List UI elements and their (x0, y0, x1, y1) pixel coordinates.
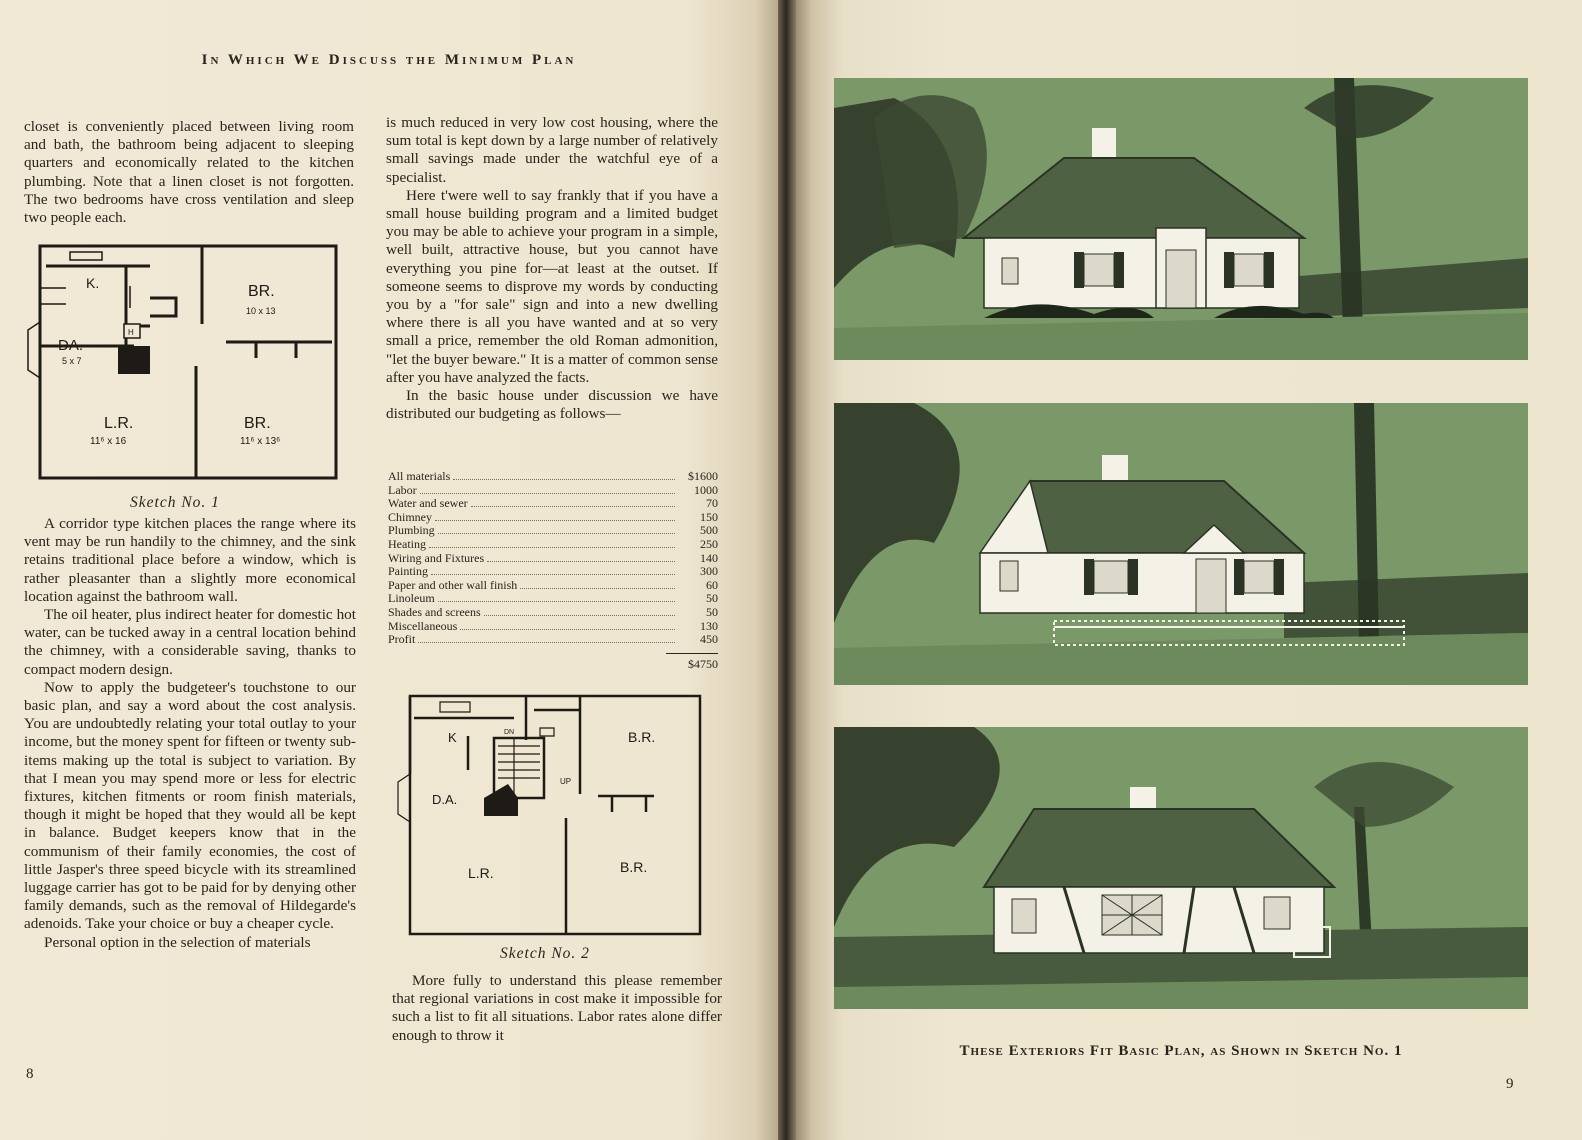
budget-item-amount: 60 (706, 577, 718, 592)
leader-dots (435, 520, 675, 521)
plan2-label-bedroom-1: B.R. (628, 729, 656, 745)
budget-total: $4750 (688, 656, 718, 671)
leader-dots (438, 601, 675, 602)
text-column-right-bottom (392, 972, 722, 1045)
text-column-right-top (386, 114, 718, 423)
budget-item-amount: 300 (700, 564, 718, 579)
sketch-2-caption: Sketch No. 2 (500, 945, 590, 962)
plan1-dim-living: 11⁶ x 16 (90, 436, 127, 447)
paragraph: A corridor type kitchen places the range where its vent may be run handily to the chimney, and the sink retains traditional place before a window, which is rather pleasanter than a slightly more economical location against the bathroom wall. (24, 515, 356, 605)
plan1-label-heater: H (128, 328, 134, 337)
leader-dots (460, 629, 675, 630)
total-rule (666, 653, 718, 654)
paragraph: More fully to understand this please remember that regional variations in cost make it impossible for such a list to fit all situations. Labor rates alone differ enough to throw it (392, 972, 722, 1044)
budget-row (388, 552, 718, 566)
budget-item-label: All materials (388, 469, 451, 483)
leader-dots (418, 642, 675, 643)
running-head: In Which We Discuss the Minimum Plan (201, 52, 577, 68)
budget-item-amount: 140 (700, 550, 718, 565)
budget-row (388, 620, 718, 634)
budget-item-label: Profit (388, 632, 416, 647)
paragraph: In the basic house under discussion we have distributed our budgeting as follows— (386, 387, 718, 423)
budget-item-amount: $1600 (688, 469, 718, 483)
plan2-label-living: L.R. (468, 865, 494, 881)
budget-item-label: Painting (388, 564, 429, 579)
budget-row (388, 470, 718, 484)
left-page (0, 0, 778, 1140)
budget-item-label: Plumbing (388, 523, 435, 538)
text-column-left-top (24, 118, 354, 227)
budget-item-label: Linoleum (388, 591, 435, 606)
budget-item-amount: 70 (706, 496, 718, 511)
plan1-dim-dining: 5 x 7 (62, 356, 82, 366)
plan1-label-dining: DA. (58, 337, 84, 354)
leader-dots (471, 506, 675, 507)
budget-item-label: Miscellaneous (388, 618, 458, 633)
floor-plan-sketch-1 (26, 238, 346, 488)
budget-item-label: Chimney (388, 509, 432, 524)
budget-item-label: Wiring and Fixtures (388, 550, 485, 565)
plan1-dim-bedroom-2: 11⁶ x 13⁶ (240, 436, 281, 447)
budget-item-label: Labor (388, 482, 417, 497)
budget-row (388, 484, 718, 498)
floor-plan-sketch-2 (394, 690, 714, 940)
plan1-dim-bedroom-1: 10 x 13 (246, 306, 276, 316)
plate-caption: These Exteriors Fit Basic Plan, as Shown in Sketch No. 1 (959, 1043, 1403, 1059)
paragraph: Personal option in the selection of materials (44, 933, 311, 951)
plan1-label-kitchen: K. (86, 275, 100, 291)
budget-item-amount: 150 (700, 509, 718, 524)
text-column-left-bottom (24, 515, 356, 952)
book-gutter (778, 0, 796, 1140)
budget-row (388, 592, 718, 606)
paragraph: Here t'were well to say frankly that if you have a small house building program and a limited budget you may be able to achieve your program in a simple, well built, attractive house, but you cannot have everything you pine for—at least at the outset. If someone seems to disprove my words by conducting you by a "for sale" sign and into a new dwelling where there is all you have wanted and at so very small a price, remember the old Roman admonition, "let the buyer beware." It is a matter of common sense after you have analyzed the facts. (386, 186, 718, 386)
budget-item-amount: 1000 (694, 482, 718, 497)
plan2-label-kitchen: K (448, 730, 457, 745)
paragraph: The oil heater, plus indirect heater for domestic hot water, can be tucked away in a central location behind the chimney, with a considerable saving, thanks to compact modern design. (24, 606, 356, 678)
budget-row (388, 511, 718, 525)
budget-row (388, 579, 718, 593)
paragraph: closet is conveniently placed between living room and bath, the bathroom being adjacent to sleeping quarters and economically related to the kitchen plumbing. Note that a linen closet is not forgotten. The two bedrooms have cross ventilation and sleep two people each. (24, 118, 354, 227)
budget-item-label: Shades and screens (388, 604, 481, 619)
house-illustration-2 (834, 403, 1528, 685)
leader-dots (520, 588, 675, 589)
plan2-label-up: UP (560, 777, 572, 786)
budget-item-label: Paper and other wall finish (388, 577, 518, 592)
leader-dots (438, 533, 675, 534)
budget-item-label: Heating (388, 536, 426, 551)
budget-row (388, 565, 718, 579)
budget-row (388, 538, 718, 552)
leader-dots (484, 615, 675, 616)
page-number-right: 9 (1506, 1076, 1514, 1092)
paragraph: Now to apply the budgeteer's touchstone to our basic plan, and say a word about the cost analysis. You are undoubtedly relating your total outlay to your income, but the money spent for fifteen or twenty sub-items making up the total is subject to variation. By that I mean you may spend more or less for electric fixtures, kitchen fitments or room finish materials, though it might be hoped that they would all be kept in balance. Budget keepers know that in the communism of their family economies, the cost of little Jasper's three speed bicycle with its streamlined luggage carrier has got to be paid for by denying other family demands, such as the removal of Hildegarde's adenoids. Take your choice or buy a cheaper cycle. (24, 678, 356, 933)
leader-dots (431, 574, 675, 575)
plan2-label-down: DN (504, 729, 515, 736)
page-number-left: 8 (26, 1066, 34, 1082)
budget-item-amount: 450 (700, 632, 718, 647)
leader-dots (487, 561, 675, 562)
plan2-label-dining: D.A. (432, 792, 458, 807)
paragraph: is much reduced in very low cost housing, where the sum total is kept down by a large number of relatively small savings made under the watchful eye of a specialist. (386, 114, 718, 186)
budget-item-amount: 50 (706, 591, 718, 606)
budget-row (388, 524, 718, 538)
plan1-label-bedroom-1: BR. (248, 283, 275, 300)
plan2-label-bedroom-2: B.R. (620, 859, 648, 875)
leader-dots (453, 479, 675, 480)
house-illustration-1 (834, 78, 1528, 360)
budget-row (388, 497, 718, 511)
budget-item-label: Water and sewer (388, 496, 468, 511)
budget-item-amount: 130 (700, 618, 718, 633)
leader-dots (420, 493, 675, 494)
sketch-1-caption: Sketch No. 1 (130, 494, 220, 511)
budget-item-amount: 50 (706, 604, 718, 619)
budget-item-amount: 250 (700, 536, 718, 551)
plan1-label-bedroom-2: BR. (244, 415, 271, 432)
budget-row (388, 633, 718, 647)
budget-table (388, 470, 718, 671)
leader-dots (429, 547, 675, 548)
budget-row (388, 606, 718, 620)
plan1-label-living: L.R. (104, 415, 134, 432)
house-illustration-3 (834, 727, 1528, 1009)
budget-item-amount: 500 (700, 523, 718, 538)
